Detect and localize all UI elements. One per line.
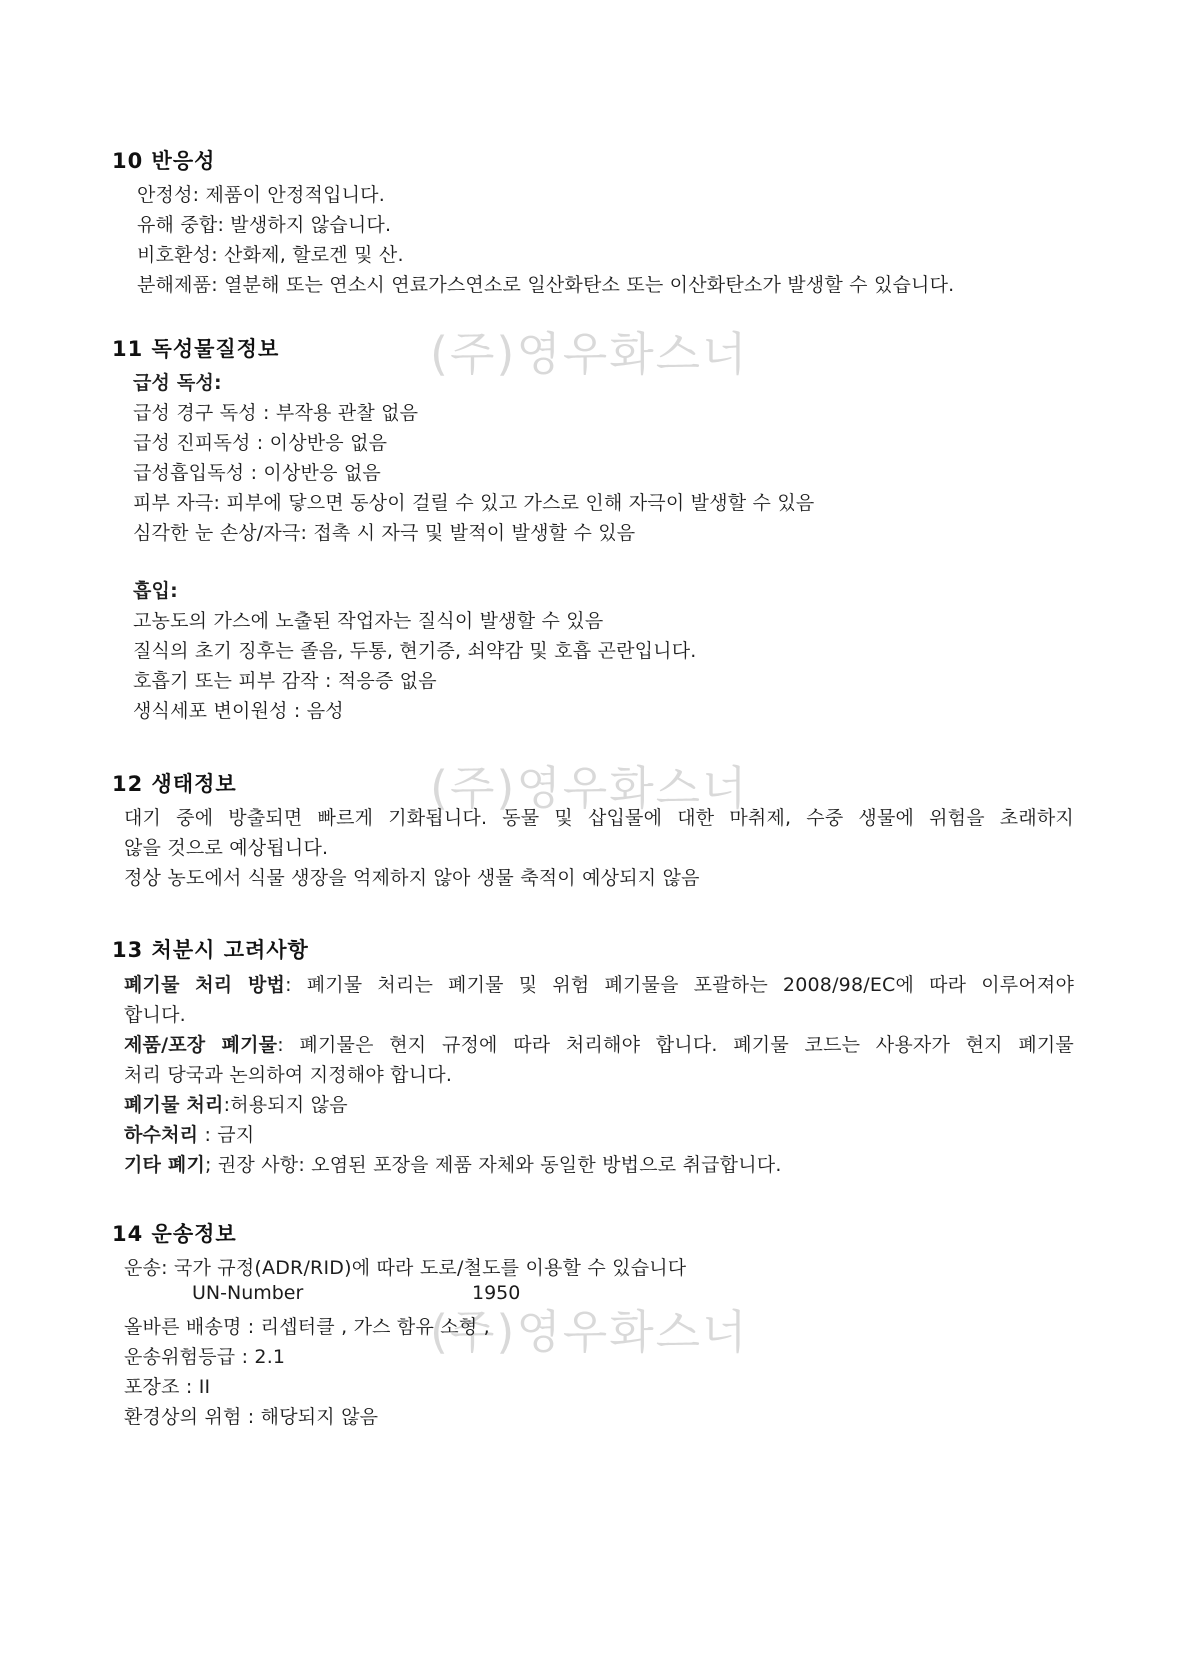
acute-toxicity-line: 급성흡입독성 : 이상반응 없음 bbox=[133, 462, 381, 484]
acute-toxicity-line: 심각한 눈 손상/자극: 접촉 시 자극 및 발적이 발생할 수 있음 bbox=[133, 522, 636, 544]
section-12-line: 정상 농도에서 식물 생장을 억제하지 않아 생물 축적이 예상되지 않음 bbox=[124, 867, 700, 889]
section-12-title: 12 생태정보 bbox=[112, 772, 237, 796]
un-number-label: UN-Number bbox=[192, 1282, 304, 1304]
section-10-line: 안정성: 제품이 안정적입니다. bbox=[137, 184, 385, 206]
inhalation-line: 생식세포 변이원성 : 음성 bbox=[133, 700, 344, 722]
waste-method-line bbox=[124, 970, 1074, 997]
transport-detail-line: 운송위험등급 : 2.1 bbox=[124, 1346, 286, 1368]
section-12-line: 않을 것으로 예상됩니다. bbox=[124, 837, 329, 859]
section-10-line: 비호환성: 산화제, 할로겐 및 산. bbox=[137, 244, 404, 266]
acute-toxicity-line: 급성 경구 독성 : 부작용 관찰 없음 bbox=[133, 402, 419, 424]
sewage-text: : 금지 bbox=[198, 1124, 255, 1146]
watermark: (주)영우화스너 bbox=[430, 1305, 749, 1359]
inhalation-line: 고농도의 가스에 노출된 작업자는 질식이 발생할 수 있음 bbox=[133, 610, 604, 632]
packaging-waste-line bbox=[124, 1030, 1074, 1057]
section-10-line: 유해 중합: 발생하지 않습니다. bbox=[137, 214, 392, 236]
transport-detail-line: 올바른 배송명 : 리셉터클 , 가스 함유 소형 , bbox=[124, 1316, 490, 1338]
transport-detail-line: 환경상의 위험 : 해당되지 않음 bbox=[124, 1406, 379, 1428]
transport-detail-line: 포장조 : II bbox=[124, 1376, 211, 1398]
un-number-value: 1950 bbox=[472, 1282, 521, 1304]
waste-disposal-text: :허용되지 않음 bbox=[223, 1094, 348, 1116]
transport-line: 운송: 국가 규정(ADR/RID)에 따라 도로/철도를 이용할 수 있습니다 bbox=[124, 1257, 687, 1279]
waste-method-cont: 합니다. bbox=[124, 1004, 186, 1026]
other-disposal-text: ; 권장 사항: 오염된 포장을 제품 자체와 동일한 방법으로 취급합니다. bbox=[205, 1154, 782, 1176]
inhalation-line: 질식의 초기 징후는 졸음, 두통, 현기증, 쇠약감 및 호흡 곤란입니다. bbox=[133, 640, 697, 662]
other-disposal-label: 기타 폐기 bbox=[124, 1154, 206, 1176]
section-10-line: 분해제품: 열분해 또는 연소시 연료가스연소로 일산화탄소 또는 이산화탄소가 발생할 수 있습니다. bbox=[137, 274, 955, 296]
section-12-line: 대기 중에 방출되면 빠르게 기화됩니다. 동물 및 삽입물에 대한 마취제, 수중 생물에 위험을 초래하지 bbox=[124, 807, 1074, 829]
sewage-line bbox=[124, 1120, 254, 1147]
acute-toxicity-line: 급성 진피독성 : 이상반응 없음 bbox=[133, 432, 388, 454]
packaging-waste-cont: 처리 당국과 논의하여 지정해야 합니다. bbox=[124, 1064, 453, 1086]
packaging-waste-text: : 폐기물은 현지 규정에 따라 처리해야 합니다. 폐기물 코드는 사용자가 현지 폐기물 bbox=[277, 1034, 1074, 1056]
waste-method-label: 폐기물 처리 방법 bbox=[124, 974, 286, 996]
section-13-title: 13 처분시 고려사항 bbox=[112, 938, 309, 962]
section-14-title: 14 운송정보 bbox=[112, 1222, 237, 1246]
section-11-title: 11 독성물질정보 bbox=[112, 337, 280, 361]
acute-toxicity-label: 급성 독성: bbox=[133, 372, 222, 394]
other-disposal-line bbox=[124, 1150, 782, 1177]
watermark: (주)영우화스너 bbox=[430, 761, 749, 815]
packaging-waste-label: 제품/포장 폐기물 bbox=[124, 1034, 278, 1056]
watermark: (주)영우화스너 bbox=[430, 327, 749, 381]
waste-disposal-label: 폐기물 처리 bbox=[124, 1094, 224, 1116]
waste-disposal-line bbox=[124, 1090, 348, 1117]
inhalation-line: 호흡기 또는 피부 감작 : 적응증 없음 bbox=[133, 670, 437, 692]
waste-method-text: : 폐기물 처리는 폐기물 및 위험 폐기물을 포괄하는 2008/98/EC에 따라 이루어져야 bbox=[285, 974, 1074, 996]
section-10-title: 10 반응성 bbox=[112, 149, 216, 173]
sewage-label: 하수처리 bbox=[124, 1124, 199, 1146]
inhalation-label: 흡입: bbox=[133, 580, 178, 602]
acute-toxicity-line: 피부 자극: 피부에 닿으면 동상이 걸릴 수 있고 가스로 인해 자극이 발생할 수 있음 bbox=[133, 492, 815, 514]
